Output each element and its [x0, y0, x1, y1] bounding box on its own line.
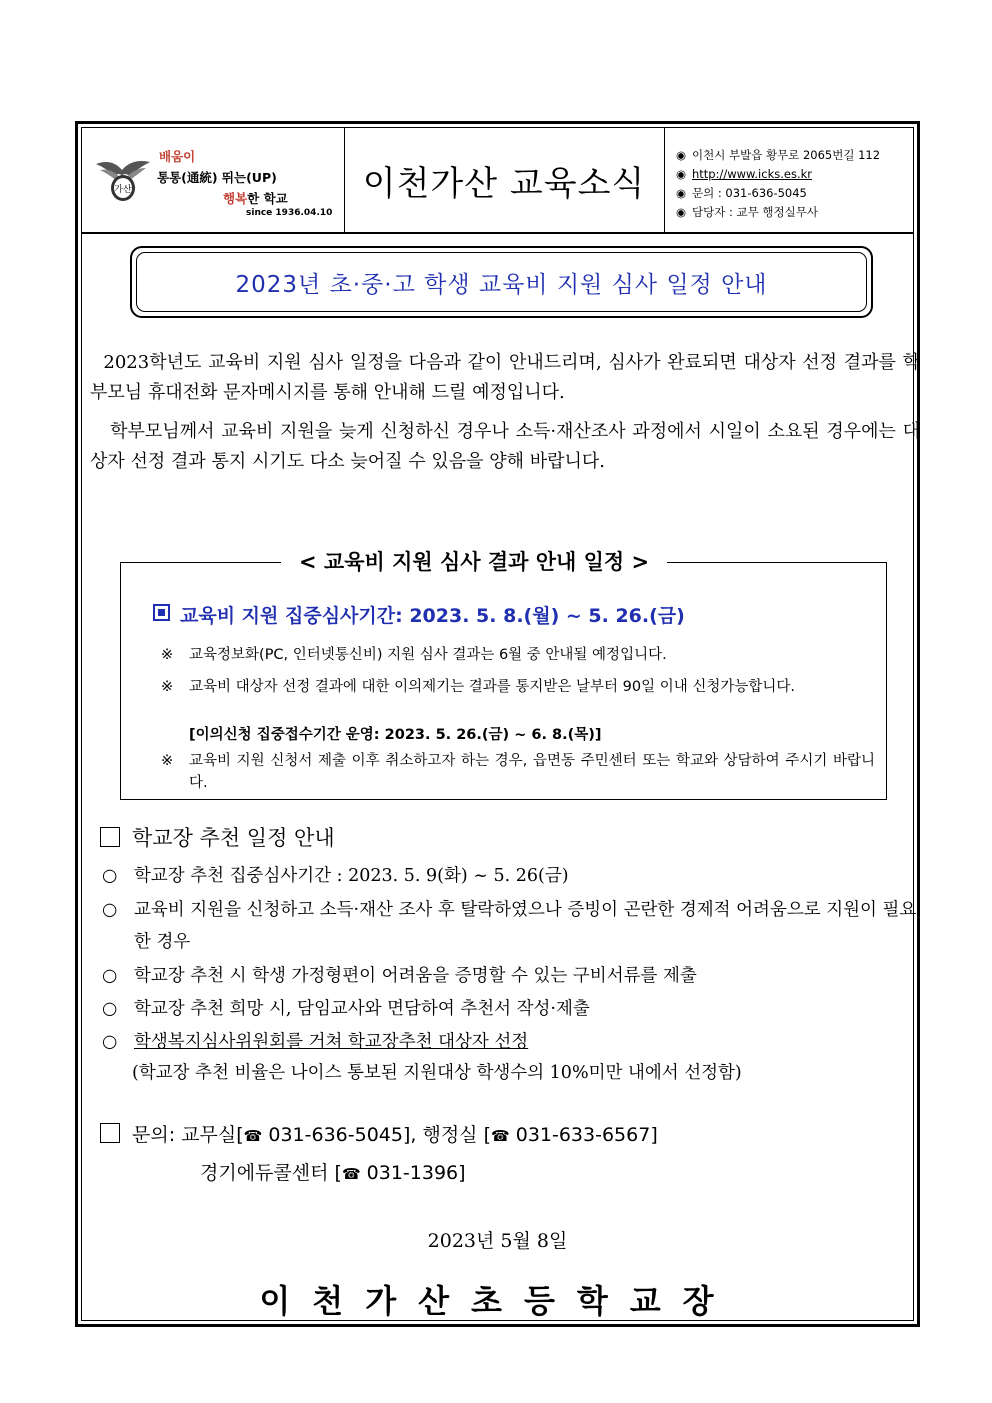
contact-info-cell [664, 128, 913, 232]
principal-footnote: (학교장 추천 비율은 나이스 통보된 지원대상 학생수의 10%미만 내에서 선정함) [132, 1063, 742, 1083]
motto-line-2: 통통(通統) 뛰는(UP) [157, 170, 277, 185]
since-date: since 1936.04.10 [246, 208, 333, 218]
schedule-note: ※ 교육비 지원 신청서 제출 이후 취소하고자 하는 경우, 읍면동 주민센터 또는 학교와 상담하여 주시기 바랍니다. [161, 753, 875, 791]
schedule-box [120, 550, 887, 800]
school-motto [157, 146, 288, 209]
list-item: ○ 학교장 추천 희망 시, 담임교사와 면담하여 추천서 작성·제출 [102, 999, 590, 1019]
intro-paragraph-2: 학부모님께서 교육비 지원을 늦게 신청하신 경우나 소득·재산조사 과정에서 시일이 소요된 경우에는 대상자 선정 결과 통지 시기도 다소 늦어질 수 있음을 양해 바랍니다. [90, 421, 920, 472]
info-phone: ◉ 문의 : 031-636-5045 [676, 186, 807, 200]
banner-title: 2023년 초·중·고 학생 교육비 지원 심사 일정 안내 [235, 271, 768, 298]
document-date: 2023년 5월 8일 [427, 1230, 568, 1252]
motto-line-1: 배움이 [159, 149, 196, 164]
schedule-note: ※ 교육정보화(PC, 인터넷통신비) 지원 심사 결과는 6월 중 안내될 예정입니다. [161, 647, 667, 663]
intro-paragraph-1: 2023학년도 교육비 지원 심사 일정을 다음과 같이 안내드리며, 심사가 완료되면 대상자 선정 결과를 학부모님 휴대전화 문자메시지를 통해 안내해 드릴 예정입니다. [90, 352, 920, 403]
frame-inner [81, 127, 920, 1321]
checkbox-square-icon [100, 827, 120, 847]
phone-icon: ☎ [341, 1165, 361, 1183]
phone-icon: ☎ [243, 1127, 263, 1145]
title-banner [130, 246, 873, 318]
school-emblem-icon [92, 150, 154, 204]
checkbox-square-icon [100, 1123, 120, 1143]
school-logo-cell [82, 128, 345, 232]
document-frame [75, 121, 920, 1327]
contact-line-2: 경기에듀콜센터 [☎ 031-1396] [200, 1162, 466, 1184]
contact-line-1: 문의: 교무실[☎ 031-636-5045], 행정실 [☎ 031-633-6567] [100, 1120, 658, 1147]
list-item: ○ 학교장 추천 집중심사기간 : 2023. 5. 9(화) ~ 5. 26(금) [102, 866, 569, 886]
list-item: ○ 교육비 지원을 신청하고 소득·재산 조사 후 탈락하였으나 증빙이 곤란한 경제적 어려움으로 지원이 필요한 경우 [102, 900, 917, 952]
list-item: ○ 학교장 추천 시 학생 가정형편이 어려움을 증명할 수 있는 구비서류를 제출 [102, 966, 697, 986]
info-website: ◉ http://www.icks.es.kr [676, 167, 812, 181]
motto-line-3: 행복한 학교 [223, 191, 288, 206]
list-item: ○ 학생복지심사위원회를 거쳐 학교장추천 대상자 선정 [102, 1032, 529, 1052]
square-bullet-icon [153, 604, 170, 621]
phone-icon: ☎ [491, 1127, 510, 1145]
title-cell [344, 128, 665, 232]
header [82, 128, 913, 234]
info-contact-person: ◉ 담당자 : 교무 행정실무사 [676, 205, 818, 219]
signer-name: 이천가산초등학교장 [259, 1282, 736, 1320]
schedule-headline: 교육비 지원 집중심사기간: 2023. 5. 8.(월) ~ 5. 26.(금) [153, 601, 685, 628]
schedule-note: ※ 교육비 대상자 선정 결과에 대한 이의제기는 결과를 통지받은 날부터 90일 이내 신청가능합니다. [161, 679, 796, 695]
newsletter-title: 이천가산 교육소식 [362, 163, 646, 204]
schedule-box-title: < 교육비 지원 심사 결과 안내 일정 > [281, 546, 667, 576]
info-address: ◉ 이천시 부발읍 황무로 2065번길 112 [676, 148, 881, 162]
website-link[interactable]: http://www.icks.es.kr [692, 167, 812, 181]
emblem-text: 가산 [114, 185, 132, 195]
principal-section-title: 학교장 추천 일정 안내 [100, 822, 335, 852]
objection-period: [이의신청 집중접수기간 운영: 2023. 5. 26.(금) ~ 6. 8.(목)] [189, 727, 602, 743]
